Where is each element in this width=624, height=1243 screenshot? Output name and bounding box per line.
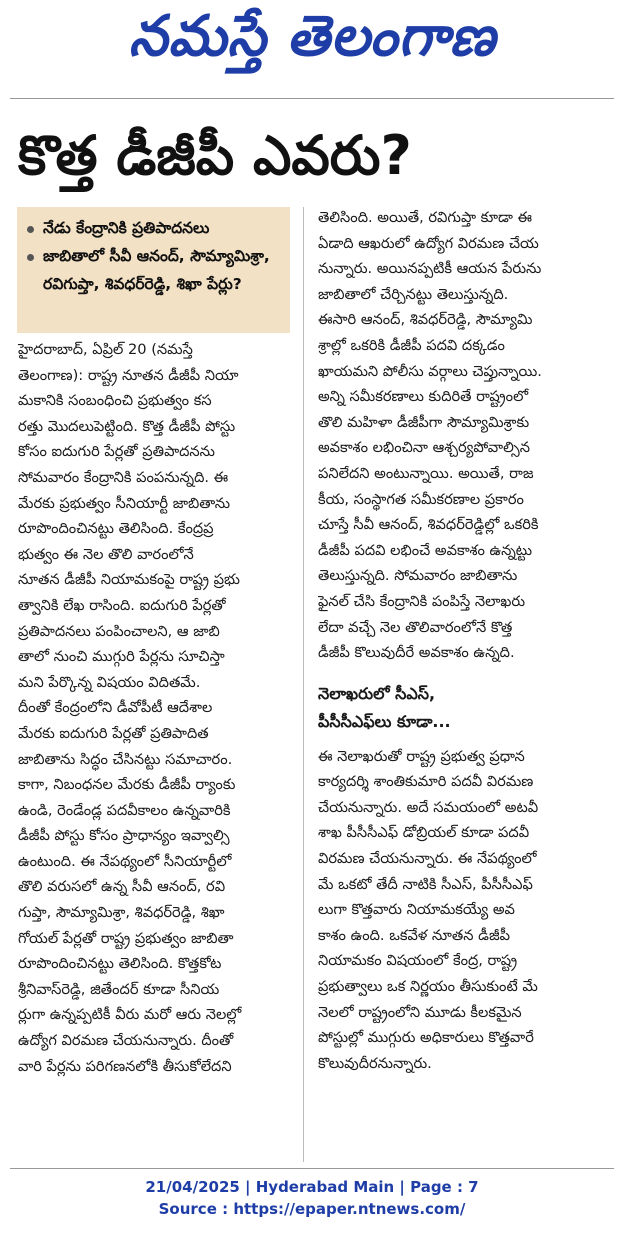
article-line: ఉంటుంది. ఈ నేపథ్యంలో సీనియార్టీలో — [18, 852, 232, 870]
article-line: కోసం ఐదుగురి పేర్లతో ప్రతిపాదనను — [18, 443, 215, 461]
article-line: హైదరాబాద్, ఏప్రిల్ 20 (నమస్తే — [18, 341, 193, 358]
article-line: జాబితాను సిద్ధం చేసినట్టు సమాచారం. — [18, 750, 233, 768]
article-line: చూస్తే సీవీ ఆనంద్, శివధర్‌రెడ్డిల్లో ఒకరికి — [318, 516, 539, 534]
footer-source: Source : https://epaper.ntnews.com/ — [158, 1200, 466, 1218]
article-line: దీంతో కేంద్రంలోని డీవోపీటీ ఆదేశాల — [18, 699, 213, 717]
article-line: ఏడాది ఆఖరులో ఉద్యోగ విరమణ చేయ — [318, 234, 539, 252]
article-line: శాఖ పీసీసీఎఫ్ డోబ్రియల్ కూడా పదవీ — [318, 824, 530, 842]
article-line: ఖాయమని పోలీసు వర్గాలు చెప్తున్నాయి. — [318, 362, 542, 380]
article-line: చేయనున్నారు. అదే సమయంలో అటవీ — [318, 798, 539, 816]
bullet-icon — [27, 254, 34, 261]
article-line: లేదా వచ్చే నెల తొలివారంలోనే కొత్త — [318, 618, 513, 636]
article-line: మే ఒకటో తేదీ నాటికి సీఎస్, పీసీసీఎఫ్ — [318, 875, 533, 893]
article-line: మకానికి సంబంధించి ప్రభుత్వం కస — [18, 392, 212, 410]
article-line: ఫైనల్ చేసి కేంద్రానికి పంపిస్తే నెలాఖరు — [318, 592, 526, 610]
article-line: రూపొందించినట్టు తెలిసింది. కొత్తకోట — [18, 955, 222, 973]
article-line: శ్రీనివాస్‌రెడ్డి, జితేందర్ కూడా సీనియ — [18, 980, 220, 998]
subheading-line: నెలాఖరులో సీఎస్, — [318, 683, 436, 703]
article-line: కాగా, నిబంధనల మేరకు డీజీపీ ర్యాంకు — [18, 776, 236, 794]
highlight-list — [25, 214, 284, 298]
article-line: మేరకు ఐదుగురి పేర్లతో ప్రతిపాదిత — [18, 724, 209, 742]
article-line: తెలుస్తున్నది. సోమవారం జాబితాను — [318, 567, 518, 585]
article-line: మని పేర్కొన్న విషయం విదితమే. — [18, 673, 201, 691]
article-line: తాలో నుంచి ముగ్గురి పేర్లను సూచిస్తా — [18, 648, 225, 666]
footer-edition: 21/04/2025 | Hyderabad Main | Page : 7 — [145, 1178, 479, 1196]
article-column-left — [18, 337, 298, 1079]
article-line: పనిలేదని అంటున్నాయి. అయితే, రాజ — [318, 464, 534, 482]
article-line: ఉండి, రెండేండ్ల పదవీకాలం ఉన్నవారికి — [18, 801, 231, 819]
article-line: ఉద్యోగ విరమణ చేయనున్నారు. దీంతో — [18, 1032, 234, 1050]
subheading — [318, 680, 610, 736]
article-line: మేరకు ప్రభుత్వం సీనియార్టీ జాబితాను — [18, 494, 230, 512]
highlight-item: జాబితాలో సీవీ ఆనంద్, సౌమ్యామిశ్రా, రవిగుప్తా, శివధర్‌రెడ్డి, శిఖా పేర్లు? — [25, 242, 284, 298]
article-line: తొలి వరుసలో ఉన్న సీవీ ఆనంద్, రవి — [18, 878, 226, 896]
article-line: తెలంగాణ): రాష్ట్ర నూతన డీజీపీ నియా — [18, 366, 239, 384]
article-line: కాశం ఉంది. ఒకవేళ నూతన డీజీపీ — [318, 926, 510, 944]
masthead-logo — [0, 0, 624, 86]
article-line: నియామకం విషయంలో కేంద్ర, రాష్ట్ర — [318, 952, 518, 970]
article-line: ఈ నెలాఖరుతో రాష్ట్ర ప్రభుత్వ ప్రధాన — [318, 747, 525, 765]
article-line: పోస్టుల్లో ముగ్గురు అధికారులు కొత్తవారే — [318, 1029, 534, 1047]
article-line: సోమవారం కేంద్రానికి పంపనున్నది. ఈ — [18, 468, 229, 486]
article-line: వారి పేర్లను పరిగణనలోకి తీసుకోలేదని — [18, 1057, 232, 1075]
article-line: నెలలో రాష్ట్రంలోని మూడు కీలకమైన — [318, 1003, 522, 1021]
article-line: జాబితాలో చేర్చినట్టు తెలుస్తున్నది. — [318, 285, 509, 303]
article-line: ప్రతిపాదనలు పంపించాలని, ఆ జాబి — [18, 622, 220, 640]
article-line: అవకాశం లభించినా ఆశ్చర్యపోవాల్సిన — [318, 439, 530, 457]
article-line: కొలువుదీరనున్నారు. — [318, 1054, 432, 1072]
article-line: శ్రాల్లో ఒకరికి డీజీపీ పదవి దక్కడం — [318, 336, 505, 354]
article-line: త్వానికి లేఖ రాసింది. ఐదుగురి పేర్లతో — [18, 596, 226, 614]
headline: కొత్త డీజీపీ ఎవరు? — [18, 124, 412, 187]
subheading-line: పీసీసీఎఫ్‌లు కూడా... — [318, 711, 451, 731]
footer-divider — [10, 1168, 614, 1169]
article-line: ర్లుగా ఉన్నప్పటికీ వీరు మరో ఆరు నెలల్లో — [18, 1006, 242, 1024]
article-line: ప్రభుత్వాలు ఒక నిర్ణయం తీసుకుంటే మే — [318, 978, 538, 996]
article-line: గోయల్ పేర్లతో రాష్ట్ర ప్రభుత్వం జాబితా — [18, 929, 234, 947]
article-line: లుగా కొత్తవారు నియామకయ్యే అవ — [318, 901, 515, 919]
column-divider — [303, 207, 304, 1162]
article-line: రూపొందించినట్టు తెలిసింది. కేంద్రప్ర — [18, 520, 214, 538]
article-line: నూతన డీజీపీ నియామకంపై రాష్ట్ర ప్రభు — [18, 571, 240, 589]
highlight-box — [17, 207, 290, 333]
article-line: తొలి మహిళా డీజీపీగా సౌమ్యామిశ్రాకు — [318, 413, 530, 431]
article-line: విరమణ చేయనున్నారు. ఈ నేపథ్యంలో — [318, 850, 537, 868]
article-line: కీయ, సంస్థాగత సమీకరణాల ప్రకారం — [318, 490, 524, 508]
article-line: ఈసారి ఆనంద్, శివధర్‌రెడ్డి, సౌమ్యామి — [318, 311, 533, 329]
masthead-text: నమస్తే తెలంగాణ — [128, 3, 496, 69]
article-body-right-part2 — [318, 744, 610, 1077]
highlight-item: నేడు కేంద్రానికి ప్రతిపాదనలు — [25, 214, 284, 242]
article-line: రత్తు మొదలుపెట్టింది. కొత్త డీజీపీ పోస్టు — [18, 417, 236, 435]
article-line: భుత్వం ఈ నెల తొలి వారంలోనే — [18, 545, 194, 563]
article-line: డీజీపీ పోస్టు కోసం ప్రాధాన్యం ఇవ్వాల్సి — [18, 827, 230, 845]
article-column-right — [318, 205, 610, 1076]
article-line: డీజీపీ కొలువుదీరే అవకాశం ఉన్నది. — [318, 644, 515, 662]
article-line: అన్ని సమీకరణాలు కుదిరితే రాష్ట్రంలో — [318, 388, 529, 406]
article-line: గుప్తా, సౌమ్యామిశ్రా, శివధర్‌రెడ్డి, శిఖా — [18, 904, 225, 922]
article-line: డీజీపీ పదవి లభించే అవకాశం ఉన్నట్టు — [318, 541, 533, 559]
masthead-divider — [10, 98, 614, 99]
article-line: కార్యదర్శి శాంతికుమారి పదవీ విరమణ — [318, 773, 534, 791]
article-line: తెలిసింది. అయితే, రవిగుప్తా కూడా ఈ — [318, 209, 533, 226]
article-line: నున్నారు. అయినప్పటికీ ఆయన పేరును — [318, 260, 542, 278]
bullet-icon — [27, 226, 34, 233]
article-body-right-part1 — [318, 205, 610, 666]
